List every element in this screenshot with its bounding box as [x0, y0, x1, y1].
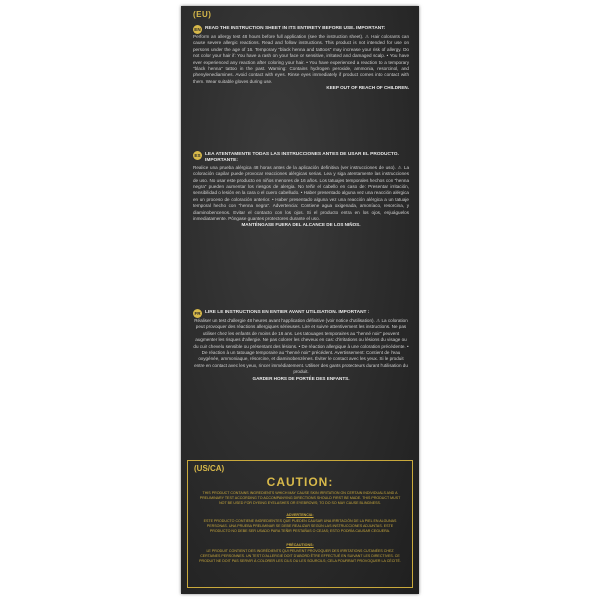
caution-spanish-text: ESTE PRODUCTO CONTIENE INGREDIENTES QUE PUEDEN CAUSAR UNA IRRITACIÓN DE LA PIEL EN ALGUNAS PERSONAS. UNA PRUEBA PRELIMINAR SE DEBE REALIZAR SEGÚN LAS INSTRUCCIONES ADJUNTAS. ESTE PRODUCTO NO DEBE SER USADO PARA TEÑIR PESTAÑAS O CEJAS; ESTO PODRÍA CAUSAR CEGUERA.: [203, 519, 397, 533]
caution-spanish-heading: ADVERTENCIA:: [286, 513, 314, 517]
caution-french-text: LE PRODUIT CONTIENT DES INGRÉDIENTS QUI PEUVENT PROVOQUER DES IRRITATIONS CUTANÉES CHEZ CERTAINES PERSONNES. UN TEST D'ALLERGIE DOIT D'ABORD ÊTRE EFFECTUÉ EN SUIVANT LES DIRECTIVES. CE PRODUIT NE DOIT PAS SERVIR À COLORER LES CILS OU LES SOURCILS; CELA POURRAIT PROVOQUER LA CÉCITÉ.: [199, 549, 401, 563]
section-spanish-body: Realice una prueba alérgica 48 horas antes de la aplicación definitiva (ver instrucciones de uso). ⚠ La coloración capilar puede provocar reacciones alérgicas serias. Lea y siga atentamente las instrucciones de uso. No usar este producto en niños menores de 16 años. Los tatuajes temporales hechos con "henna negra" pueden aumentar los riesgos de alergia. No teñir el cabello en caso de: Presentar irritación, sensibilidad o lesión en la cara o el cuero cabelludo. • Haber presentado alguna vez una reacción alérgica en un proceso de coloración anterior. • Haber presentado alguna vez una reacción alérgica a un tatuaje temporal hecho con "henna negra". Advertencia: Contiene agua oxigenada, amoníaco, resorcina, y diaminobencenos. Evitar el contacto con los ojos. Si el producto entra en los ojos, enjuáguelos inmediatamente. Póngase guantes protectores durante el uso.: [193, 164, 409, 222]
section-english-heading: READ THE INSTRUCTION SHEET IN ITS ENTIRETY BEFORE USE. IMPORTANT:: [205, 26, 386, 31]
section-spanish-warning: MANTÉNGASE FUERA DEL ALCANCE DE LOS NIÑOS.: [241, 222, 361, 228]
caution-heading: CAUTION:: [266, 475, 334, 489]
section-english-warning: KEEP OUT OF REACH OF CHILDREN.: [326, 85, 409, 91]
section-french: [193, 310, 409, 382]
instruction-panel: [181, 6, 419, 594]
section-spanish-header: [193, 152, 409, 165]
section-english-header: [193, 26, 409, 34]
section-english-body: Perform an allergy test 48 hours before full application (see the instruction sheet). ⚠ Hair colorants can cause severe allergic reactions. Read and follow instructions. This product is not intended for use on persons under the age of 16. Temporary "black henna and tattoos" may increase your risk of allergy. Do not color your hair if: You have a rash on your face or sensitive, irritated and damaged scalp. • You have ever experienced any reaction after coloring your hair. • You have experienced a reaction to a temporary "black henna" tattoo in the past. Warning: Contains hydrogen peroxide, ammonia, resorcinol, and phenylenediamines. Avoid contact with eyes. Rinse eyes immediately if product comes into contact with them. Wear suitable gloves during use.: [193, 34, 409, 84]
language-badge-fr: FR: [194, 311, 201, 316]
us-ca-caution-box: [187, 460, 413, 588]
caution-english-text: THIS PRODUCT CONTAINS INGREDIENTS WHICH MAY CAUSE SKIN IRRITATION ON CERTAIN INDIVIDUALS AND A PRELIMINARY TEST ACCORDING TO ACCOMPANYING DIRECTIONS SHOULD FIRST BE MADE. THIS PRODUCT MUST NOT BE USED FOR DYEING EYELASHES OR EYEBROWS; TO DO SO MAY CAUSE BLINDNESS.: [199, 491, 401, 505]
region-label-us-ca: (US/CA): [194, 464, 225, 473]
language-badge-es: ES: [194, 153, 201, 158]
section-french-body: Réaliser un test d'allergie 48 heures avant l'application définitive (voir notice d'utilisation). ⚠ La coloration peut provoquer des réactions allergiques sérieuses. Lire et suivre attentivement les instructions. Ne pas utiliser chez les enfants de moins de 16 ans. Les tatouages temporaires au "henné noir" peuvent augmenter les risques d'allergie. Ne pas colorer les cheveux en cas: d'irritations ou lésions du visage ou du cuir chevelu sensible ou présentant des lésions. • De réaction allergique à une coloration précédente. • De réaction à un tatouage temporaire au "henné noir" précédent. Avertissement: Contient de l'eau oxygénée, ammoniaque, résorcine, et diaminobenzènes. Éviter le contact avec les yeux. Si le produit entre en contact avec les yeux, rincer immédiatement. Utiliser des gants protecteurs durant l'utilisation du produit.: [193, 318, 409, 375]
caution-french-heading: PRÉCAUTIONS:: [286, 543, 314, 547]
language-badge-en: EN: [194, 27, 201, 32]
section-english: [193, 26, 409, 92]
section-french-warning: GARDER HORS DE PORTÉE DES ENFANTS.: [252, 375, 350, 381]
section-spanish-heading: LEA ATENTAMENTE TODAS LAS INSTRUCCIONES ANTES DE USAR EL PRODUCTO. IMPORTANTE:: [205, 152, 399, 164]
region-label-eu: (EU): [193, 10, 212, 19]
section-spanish: [193, 152, 409, 229]
section-french-heading: LIRE LE INSTRUCTIONS EN ENTIER AVANT UTILISATION. IMPORTANT :: [205, 310, 370, 315]
section-french-header: [193, 310, 409, 318]
